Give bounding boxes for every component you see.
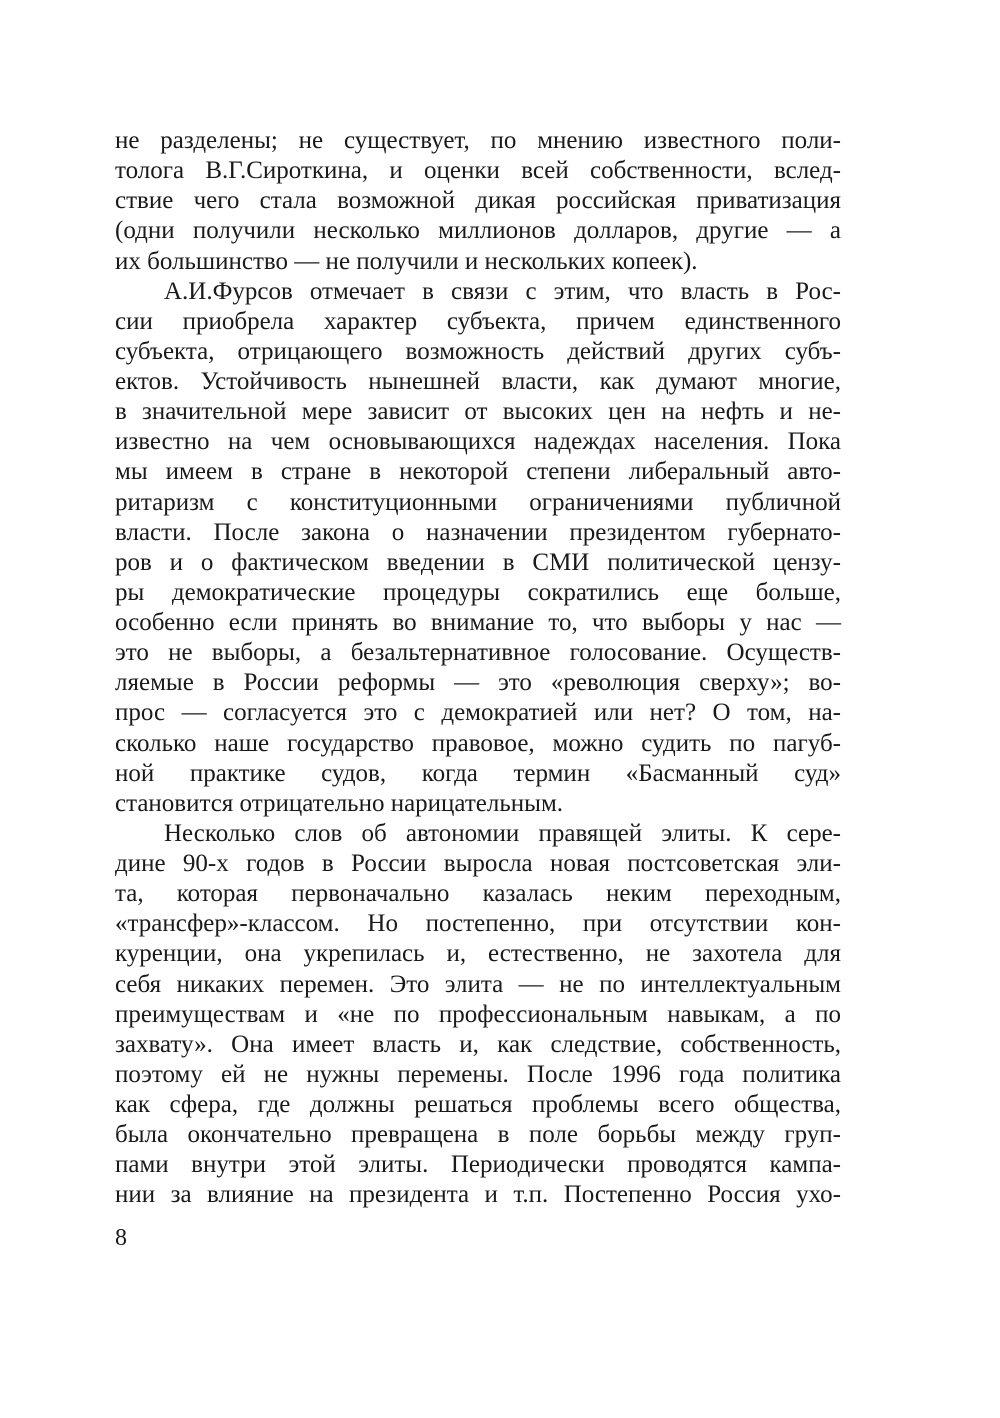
text-line: ры демократические процедуры сократились еще больше, xyxy=(115,578,841,606)
text-line: становится отрицательно нарицательным. xyxy=(115,789,564,817)
text-line: не разделены; не существует, по мнению известного поли- xyxy=(115,127,841,154)
text-line: это не выборы, а безальтернативное голосование. Осуществ- xyxy=(115,639,841,667)
text-line: себя никаких перемен. Это элита — не по интеллектуальным xyxy=(115,970,841,998)
text-line: куренции, она укрепилась и, естественно, не захотела для xyxy=(115,940,841,968)
text-line: была окончательно превращена в поле борьбы между груп- xyxy=(115,1121,841,1149)
text-line: сии приобрела характер субъекта, причем единственного xyxy=(115,307,841,335)
text-line: в значительной мере зависит от высоких цен на нефть и не- xyxy=(115,398,841,426)
text-line: захвату». Она имеет власть и, как следствие, собственность, xyxy=(115,1030,841,1058)
text-line: сколько наше государство правовое, можно судить по пагуб- xyxy=(115,729,841,757)
body-text xyxy=(115,126,841,1211)
text-line: ров и о фактическом введении в СМИ политической цензу- xyxy=(115,548,841,576)
text-line: пами внутри этой элиты. Периодически проводятся кампа- xyxy=(115,1151,841,1179)
text-line: преимуществам и «не по профессиональным навыкам, а по xyxy=(115,1000,841,1028)
text-line: та, которая первоначально казалась неким переходным, xyxy=(115,880,841,908)
text-line: А.И.Фурсов отмечает в связи с этим, что власть в Рос- xyxy=(164,277,841,305)
text-line: их большинство — не получили и нескольких копеек). xyxy=(115,247,698,275)
text-line: поэтому ей не нужны перемены. После 1996 года политика xyxy=(115,1060,841,1088)
text-line: особенно если принять во внимание то, что выборы у нас — xyxy=(115,609,841,636)
text-line: прос — согласуется это с демократией или нет? О том, на- xyxy=(115,699,841,727)
text-line: как сфера, где должны решаться проблемы всего общества, xyxy=(115,1091,841,1118)
paragraph-2 xyxy=(115,277,841,819)
text-line: (одни получили несколько миллионов долларов, другие — а xyxy=(115,217,841,245)
text-line: Несколько слов об автономии правящей элиты. К сере- xyxy=(164,819,841,847)
paragraph-1 xyxy=(115,126,841,277)
text-line: «трансфер»-классом. Но постепенно, при отсутствии кон- xyxy=(115,910,841,938)
text-line: нии за влияние на президента и т.п. Постепенно Россия ухо- xyxy=(115,1181,841,1209)
text-line: известно на чем основывающихся надеждах населения. Пока xyxy=(115,428,841,456)
page-number: 8 xyxy=(115,1225,127,1251)
paragraph-3 xyxy=(115,819,841,1211)
text-line: ствие чего стала возможной дикая российская приватизация xyxy=(115,187,841,215)
text-line: дине 90-х годов в России выросла новая постсоветская эли- xyxy=(115,850,841,877)
text-line: ляемые в России реформы — это «революция сверху»; во- xyxy=(115,669,841,697)
text-line: ектов. Устойчивость нынешней власти, как думают многие, xyxy=(115,368,841,395)
text-line: власти. После закона о назначении президентом губернато- xyxy=(115,518,841,546)
text-line: толога В.Г.Сироткина, и оценки всей собственности, вслед- xyxy=(115,157,841,185)
text-line: ритаризм с конституционными ограничениями публичной xyxy=(115,488,841,516)
text-line: мы имеем в стране в некоторой степени либеральный авто- xyxy=(115,458,841,486)
text-line: субъекта, отрицающего возможность действий других субъ- xyxy=(115,337,841,365)
text-line: ной практике судов, когда термин «Басманный суд» xyxy=(115,759,841,787)
